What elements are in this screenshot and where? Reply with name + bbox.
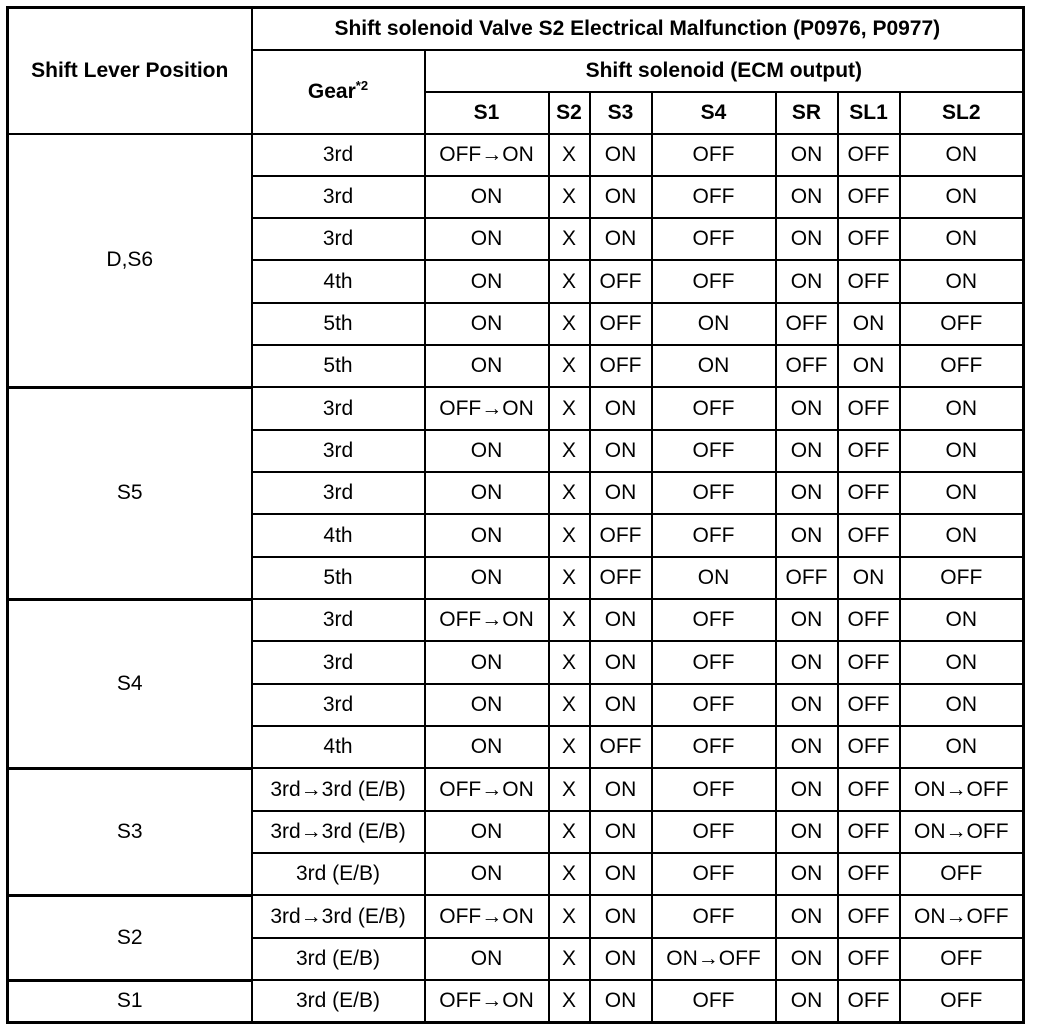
table-body — [8, 134, 1024, 1023]
solenoid-state-cell: ON — [425, 684, 549, 726]
solenoid-state-cell: ON→OFF — [652, 938, 776, 980]
solenoid-state-cell: ON — [425, 853, 549, 895]
solenoid-state-cell: OFF — [652, 599, 776, 641]
solenoid-state-cell: ON — [425, 260, 549, 302]
solenoid-state-cell: ON — [590, 768, 652, 810]
solenoid-state-cell: OFF — [900, 557, 1024, 599]
gear-cell: 3rd (E/B) — [252, 980, 425, 1022]
solenoid-state-cell: ON — [590, 387, 652, 429]
solenoid-state-cell: OFF — [838, 472, 900, 514]
solenoid-state-cell: ON — [900, 514, 1024, 556]
solenoid-state-cell: OFF — [652, 726, 776, 768]
solenoid-state-cell: OFF — [652, 176, 776, 218]
solenoid-state-cell: ON — [900, 726, 1024, 768]
table-row — [8, 134, 1024, 176]
solenoid-state-cell: OFF — [838, 599, 900, 641]
solenoid-state-cell: X — [549, 895, 590, 937]
solenoid-state-cell: ON — [776, 176, 838, 218]
solenoid-state-cell: X — [549, 641, 590, 683]
solenoid-state-cell: X — [549, 726, 590, 768]
solenoid-state-cell: OFF — [590, 514, 652, 556]
solenoid-state-cell: ON — [776, 260, 838, 302]
solenoid-state-cell: OFF — [652, 260, 776, 302]
solenoid-state-cell: OFF — [652, 218, 776, 260]
solenoid-state-cell: ON — [590, 811, 652, 853]
solenoid-state-cell: OFF — [838, 726, 900, 768]
solenoid-state-cell: X — [549, 768, 590, 810]
solenoid-state-cell: ON — [776, 811, 838, 853]
solenoid-state-cell: ON — [425, 176, 549, 218]
solenoid-state-cell: ON — [425, 472, 549, 514]
solenoid-state-cell: X — [549, 853, 590, 895]
gear-cell: 3rd→3rd (E/B) — [252, 768, 425, 810]
solenoid-state-cell: OFF — [776, 557, 838, 599]
gear-cell: 3rd — [252, 134, 425, 176]
solenoid-state-cell: OFF — [652, 472, 776, 514]
gear-cell: 3rd — [252, 430, 425, 472]
table-row — [8, 895, 1024, 937]
solenoid-state-cell: OFF — [652, 811, 776, 853]
solenoid-state-cell: OFF — [652, 134, 776, 176]
solenoid-state-cell: X — [549, 176, 590, 218]
solenoid-state-cell: OFF — [652, 430, 776, 472]
solenoid-state-cell: ON — [900, 599, 1024, 641]
solenoid-state-cell: ON — [776, 980, 838, 1022]
gear-cell: 5th — [252, 303, 425, 345]
solenoid-state-cell: ON — [900, 387, 1024, 429]
solenoid-state-cell: OFF — [652, 980, 776, 1022]
gear-header — [252, 50, 425, 134]
solenoid-state-cell: X — [549, 980, 590, 1022]
gear-cell: 4th — [252, 514, 425, 556]
solenoid-state-cell: ON→OFF — [900, 768, 1024, 810]
solenoid-state-cell: ON — [590, 599, 652, 641]
solenoid-state-cell: X — [549, 218, 590, 260]
solenoid-state-cell: OFF — [838, 938, 900, 980]
solenoid-state-cell: ON — [590, 641, 652, 683]
solenoid-state-cell: ON — [776, 684, 838, 726]
gear-footnote-marker: *2 — [355, 77, 369, 93]
solenoid-state-cell: ON — [590, 430, 652, 472]
solenoid-state-cell: ON — [425, 514, 549, 556]
solenoid-state-cell: OFF→ON — [425, 768, 549, 810]
solenoid-state-cell: ON — [776, 472, 838, 514]
shift-lever-position-cell: S5 — [8, 387, 252, 599]
solenoid-state-cell: OFF — [838, 641, 900, 683]
solenoid-state-cell: OFF — [590, 303, 652, 345]
shift-lever-position-cell: S1 — [8, 980, 252, 1022]
solenoid-state-cell: OFF — [838, 134, 900, 176]
solenoid-state-cell: ON — [838, 557, 900, 599]
solenoid-state-cell: OFF→ON — [425, 895, 549, 937]
solenoid-state-cell: OFF — [838, 980, 900, 1022]
col-header-s3: S3 — [590, 92, 652, 134]
solenoid-state-cell: OFF — [838, 514, 900, 556]
solenoid-table — [6, 6, 1025, 1024]
solenoid-state-cell: OFF — [900, 345, 1024, 387]
solenoid-state-cell: ON — [776, 218, 838, 260]
shift-lever-position-cell: S4 — [8, 599, 252, 768]
solenoid-state-cell: ON — [652, 303, 776, 345]
gear-cell: 3rd — [252, 599, 425, 641]
solenoid-state-cell: OFF — [776, 345, 838, 387]
solenoid-state-cell: OFF — [838, 387, 900, 429]
gear-cell: 5th — [252, 557, 425, 599]
solenoid-state-cell: OFF — [838, 895, 900, 937]
solenoid-state-cell: ON — [900, 218, 1024, 260]
solenoid-state-cell: ON — [590, 980, 652, 1022]
solenoid-state-cell: ON — [425, 938, 549, 980]
solenoid-state-cell: ON — [590, 176, 652, 218]
gear-cell: 3rd — [252, 218, 425, 260]
solenoid-state-cell: ON — [838, 345, 900, 387]
solenoid-state-cell: OFF — [838, 853, 900, 895]
solenoid-state-cell: OFF — [652, 641, 776, 683]
table-row — [8, 980, 1024, 1022]
gear-header-label: Gear — [307, 79, 356, 103]
solenoid-state-cell: OFF — [838, 176, 900, 218]
solenoid-state-cell: ON — [900, 684, 1024, 726]
solenoid-state-cell: ON — [900, 641, 1024, 683]
solenoid-state-cell: X — [549, 134, 590, 176]
solenoid-state-cell: X — [549, 387, 590, 429]
gear-cell: 3rd — [252, 684, 425, 726]
solenoid-state-cell: ON — [776, 387, 838, 429]
solenoid-state-cell: OFF — [590, 557, 652, 599]
solenoid-state-cell: ON→OFF — [900, 895, 1024, 937]
shift-lever-position-cell: D,S6 — [8, 134, 252, 388]
solenoid-state-cell: OFF→ON — [425, 387, 549, 429]
solenoid-state-cell: ON — [776, 514, 838, 556]
gear-cell: 3rd — [252, 472, 425, 514]
solenoid-state-cell: OFF→ON — [425, 599, 549, 641]
col-header-s1: S1 — [425, 92, 549, 134]
gear-cell: 3rd — [252, 641, 425, 683]
gear-cell: 4th — [252, 726, 425, 768]
shift-lever-position-header: Shift Lever Position — [8, 8, 252, 134]
solenoid-state-cell: ON→OFF — [900, 811, 1024, 853]
solenoid-state-cell: ON — [590, 684, 652, 726]
gear-cell: 3rd — [252, 176, 425, 218]
gear-cell: 3rd (E/B) — [252, 853, 425, 895]
solenoid-state-cell: ON — [776, 938, 838, 980]
solenoid-state-cell: ON — [900, 260, 1024, 302]
solenoid-state-cell: OFF — [652, 514, 776, 556]
gear-cell: 4th — [252, 260, 425, 302]
solenoid-state-cell: X — [549, 430, 590, 472]
solenoid-state-cell: OFF — [652, 853, 776, 895]
solenoid-state-cell: OFF — [900, 303, 1024, 345]
gear-cell: 3rd→3rd (E/B) — [252, 895, 425, 937]
solenoid-state-cell: ON — [776, 599, 838, 641]
col-header-s2: S2 — [549, 92, 590, 134]
solenoid-state-cell: ON — [838, 303, 900, 345]
solenoid-state-cell: X — [549, 303, 590, 345]
solenoid-state-cell: ON — [900, 430, 1024, 472]
solenoid-state-cell: X — [549, 599, 590, 641]
solenoid-state-cell: X — [549, 514, 590, 556]
col-header-s4: S4 — [652, 92, 776, 134]
solenoid-state-cell: X — [549, 557, 590, 599]
solenoid-state-cell: X — [549, 260, 590, 302]
solenoid-state-cell: OFF — [838, 218, 900, 260]
solenoid-state-cell: ON — [776, 134, 838, 176]
solenoid-state-cell: ON — [900, 176, 1024, 218]
solenoid-state-cell: OFF — [590, 726, 652, 768]
solenoid-state-cell: ON — [590, 938, 652, 980]
solenoid-state-cell: ON — [425, 641, 549, 683]
solenoid-state-cell: OFF — [900, 853, 1024, 895]
col-header-sl2: SL2 — [900, 92, 1024, 134]
solenoid-state-cell: OFF — [652, 895, 776, 937]
solenoid-state-cell: OFF — [652, 387, 776, 429]
solenoid-state-cell: OFF — [900, 938, 1024, 980]
solenoid-state-cell: ON — [590, 218, 652, 260]
solenoid-state-cell: ON — [652, 557, 776, 599]
solenoid-state-cell: ON — [425, 811, 549, 853]
solenoid-state-cell: OFF — [838, 260, 900, 302]
solenoid-state-cell: OFF — [776, 303, 838, 345]
solenoid-state-cell: X — [549, 684, 590, 726]
solenoid-state-cell: ON — [590, 134, 652, 176]
solenoid-state-cell: ON — [900, 134, 1024, 176]
solenoid-state-cell: X — [549, 811, 590, 853]
solenoid-state-cell: OFF — [652, 684, 776, 726]
gear-cell: 5th — [252, 345, 425, 387]
solenoid-state-cell: ON — [776, 641, 838, 683]
solenoid-state-cell: OFF — [838, 684, 900, 726]
solenoid-state-cell: ON — [900, 472, 1024, 514]
table-row — [8, 387, 1024, 429]
table-row — [8, 768, 1024, 810]
solenoid-state-cell: X — [549, 345, 590, 387]
solenoid-state-cell: OFF — [900, 980, 1024, 1022]
solenoid-state-cell: ON — [590, 472, 652, 514]
shift-lever-position-cell: S3 — [8, 768, 252, 895]
solenoid-state-cell: ON — [425, 726, 549, 768]
solenoid-state-cell: X — [549, 938, 590, 980]
solenoid-state-cell: OFF — [838, 430, 900, 472]
solenoid-state-cell: ON — [425, 218, 549, 260]
solenoid-state-cell: X — [549, 472, 590, 514]
gear-cell: 3rd (E/B) — [252, 938, 425, 980]
col-header-sr: SR — [776, 92, 838, 134]
solenoid-state-cell: ON — [776, 726, 838, 768]
solenoid-state-cell: OFF — [652, 768, 776, 810]
solenoid-state-cell: ON — [425, 303, 549, 345]
solenoid-state-cell: ON — [425, 557, 549, 599]
solenoid-state-cell: ON — [776, 768, 838, 810]
solenoid-state-cell: ON — [652, 345, 776, 387]
solenoid-state-cell: OFF — [838, 811, 900, 853]
solenoid-state-cell: ON — [590, 853, 652, 895]
solenoid-state-cell: ON — [776, 895, 838, 937]
solenoid-state-cell: OFF→ON — [425, 980, 549, 1022]
solenoid-state-cell: ON — [590, 895, 652, 937]
solenoid-state-cell: OFF — [838, 768, 900, 810]
gear-cell: 3rd — [252, 387, 425, 429]
shift-lever-position-cell: S2 — [8, 895, 252, 980]
table-title: Shift solenoid Valve S2 Electrical Malfunction (P0976, P0977) — [252, 8, 1024, 50]
ecm-output-header: Shift solenoid (ECM output) — [425, 50, 1024, 92]
solenoid-state-cell: ON — [425, 430, 549, 472]
gear-cell: 3rd→3rd (E/B) — [252, 811, 425, 853]
solenoid-state-cell: ON — [776, 430, 838, 472]
solenoid-state-cell: ON — [425, 345, 549, 387]
solenoid-state-cell: OFF→ON — [425, 134, 549, 176]
solenoid-state-cell: OFF — [590, 260, 652, 302]
solenoid-state-cell: OFF — [590, 345, 652, 387]
solenoid-state-cell: ON — [776, 853, 838, 895]
table-row — [8, 599, 1024, 641]
col-header-sl1: SL1 — [838, 92, 900, 134]
